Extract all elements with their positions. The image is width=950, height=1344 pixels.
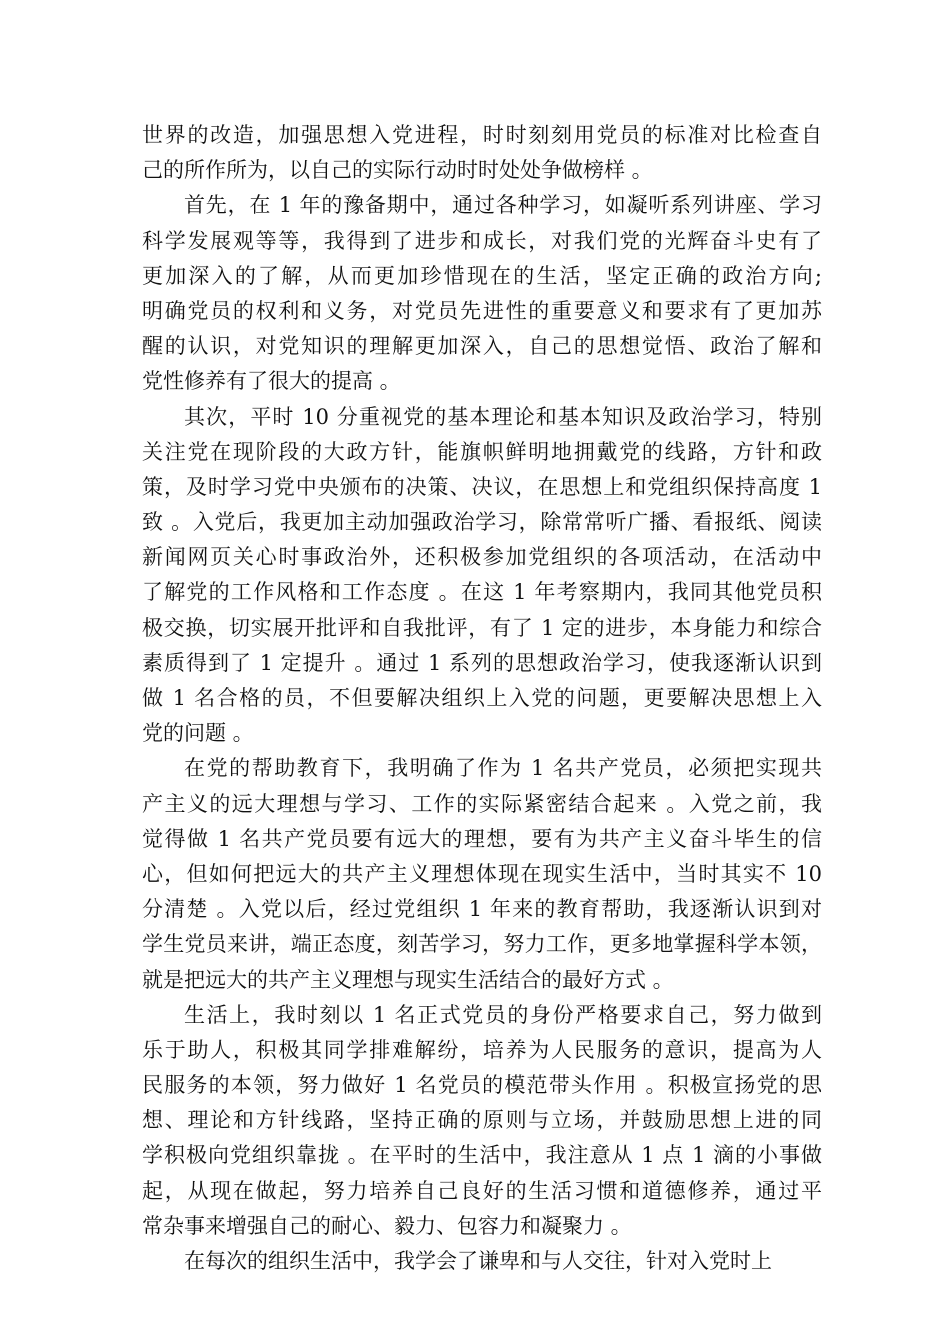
text-line: 关注党在现阶段的大政方针，能旗帜鲜明地拥戴党的线路，方针和政 (142, 439, 822, 464)
text-line: 己的所作所为，以自己的实际行动时时处处争做榜样 。 (142, 158, 653, 183)
text-line: 党的问题 。 (142, 721, 254, 746)
text-line: 首先，在 1 年的豫备期中，通过各种学习，如凝听系列讲座、学习 (184, 193, 822, 218)
text-line: 想、理论和方针线路，坚持正确的原则与立场，并鼓励思想上进的同 (142, 1108, 822, 1133)
text-line: 学生党员来讲，端正态度，刻苦学习，努力工作，更多地掌握科学本领， (142, 932, 822, 957)
text-line: 在每次的组织生活中，我学会了谦卑和与人交往，针对入党时上 (184, 1249, 772, 1273)
text-line: 极交换，切实展开批评和自我批评，有了 1 定的进步，本身能力和综合 (142, 615, 822, 640)
text-line: 醒的认识，对党知识的理解更加深入，自己的思想觉悟、政治了解和 (142, 334, 822, 359)
text-line: 其次，平时 10 分重视党的基本理论和基本知识及政治学习，特别 (184, 404, 822, 429)
text-line: 做 1 名合格的员，不但要解决组织上入党的问题，更要解决思想上入 (142, 686, 822, 710)
text-line: 分清楚 。入党以后，经过党组织 1 年来的教育帮助，我逐渐认识到对 (142, 897, 822, 922)
text-line: 产主义的远大理想与学习、工作的实际紧密结合起来 。入党之前，我 (142, 791, 822, 816)
text-line: 就是把远大的共产主义理想与现实生活结合的最好方式 。 (142, 967, 674, 992)
text-line: 心，但如何把远大的共产主义理想体现在现实生活中，当时其实不 10 (142, 861, 822, 886)
text-line: 世界的改造，加强思想入党进程，时时刻刻用党员的标准对比检查自 (142, 123, 822, 147)
text-line: 常杂事来增强自己的耐心、毅力、包容力和凝聚力 。 (142, 1213, 632, 1238)
text-line: 致 。入党后，我更加主动加强政治学习，除常常听广播、看报纸、阅读 (142, 510, 822, 535)
text-line: 新闻网页关心时事政治外，还积极参加党组织的各项活动，在活动中 (142, 545, 822, 570)
text-line: 更加深入的了解，从而更加珍惜现在的生活，坚定正确的政治方向; (142, 263, 822, 288)
text-line: 起，从现在做起，努力培养自己良好的生活习惯和道德修养，通过平 (142, 1178, 822, 1203)
document-body (142, 118, 822, 1279)
text-line: 觉得做 1 名共产党员要有远大的理想，要有为共产主义奋斗毕生的信 (142, 826, 822, 851)
text-line: 了解党的工作风格和工作态度 。在这 1 年考察期内，我同其他党员积 (142, 580, 822, 605)
text-line: 生活上，我时刻以 1 名正式党员的身份严格要求自己，努力做到 (184, 1002, 822, 1027)
text-line: 科学发展观等等，我得到了进步和成长，对我们党的光辉奋斗史有了 (142, 228, 822, 253)
text-line: 在党的帮助教育下，我明确了作为 1 名共产党员，必须把实现共 (184, 756, 822, 781)
text-line: 策，及时学习党中央颁布的决策、决议，在思想上和党组织保持高度 1 (142, 474, 822, 499)
text-line: 学积极向党组织靠拢 。在平时的生活中，我注意从 1 点 1 滴的小事做 (142, 1143, 822, 1168)
text-line: 明确党员的权利和义务，对党员先进性的重要意义和要求有了更加苏 (142, 298, 822, 323)
text-line: 党性修养有了很大的提高 。 (142, 369, 401, 394)
text-line: 乐于助人，积极其同学排难解纷，培养为人民服务的意识，提高为人 (142, 1037, 822, 1062)
text-line: 素质得到了 1 定提升 。通过 1 系列的思想政治学习，使我逐渐认识到 (142, 650, 822, 675)
text-line: 民服务的本领，努力做好 1 名党员的模范带头作用 。积极宣扬党的思 (142, 1073, 822, 1098)
